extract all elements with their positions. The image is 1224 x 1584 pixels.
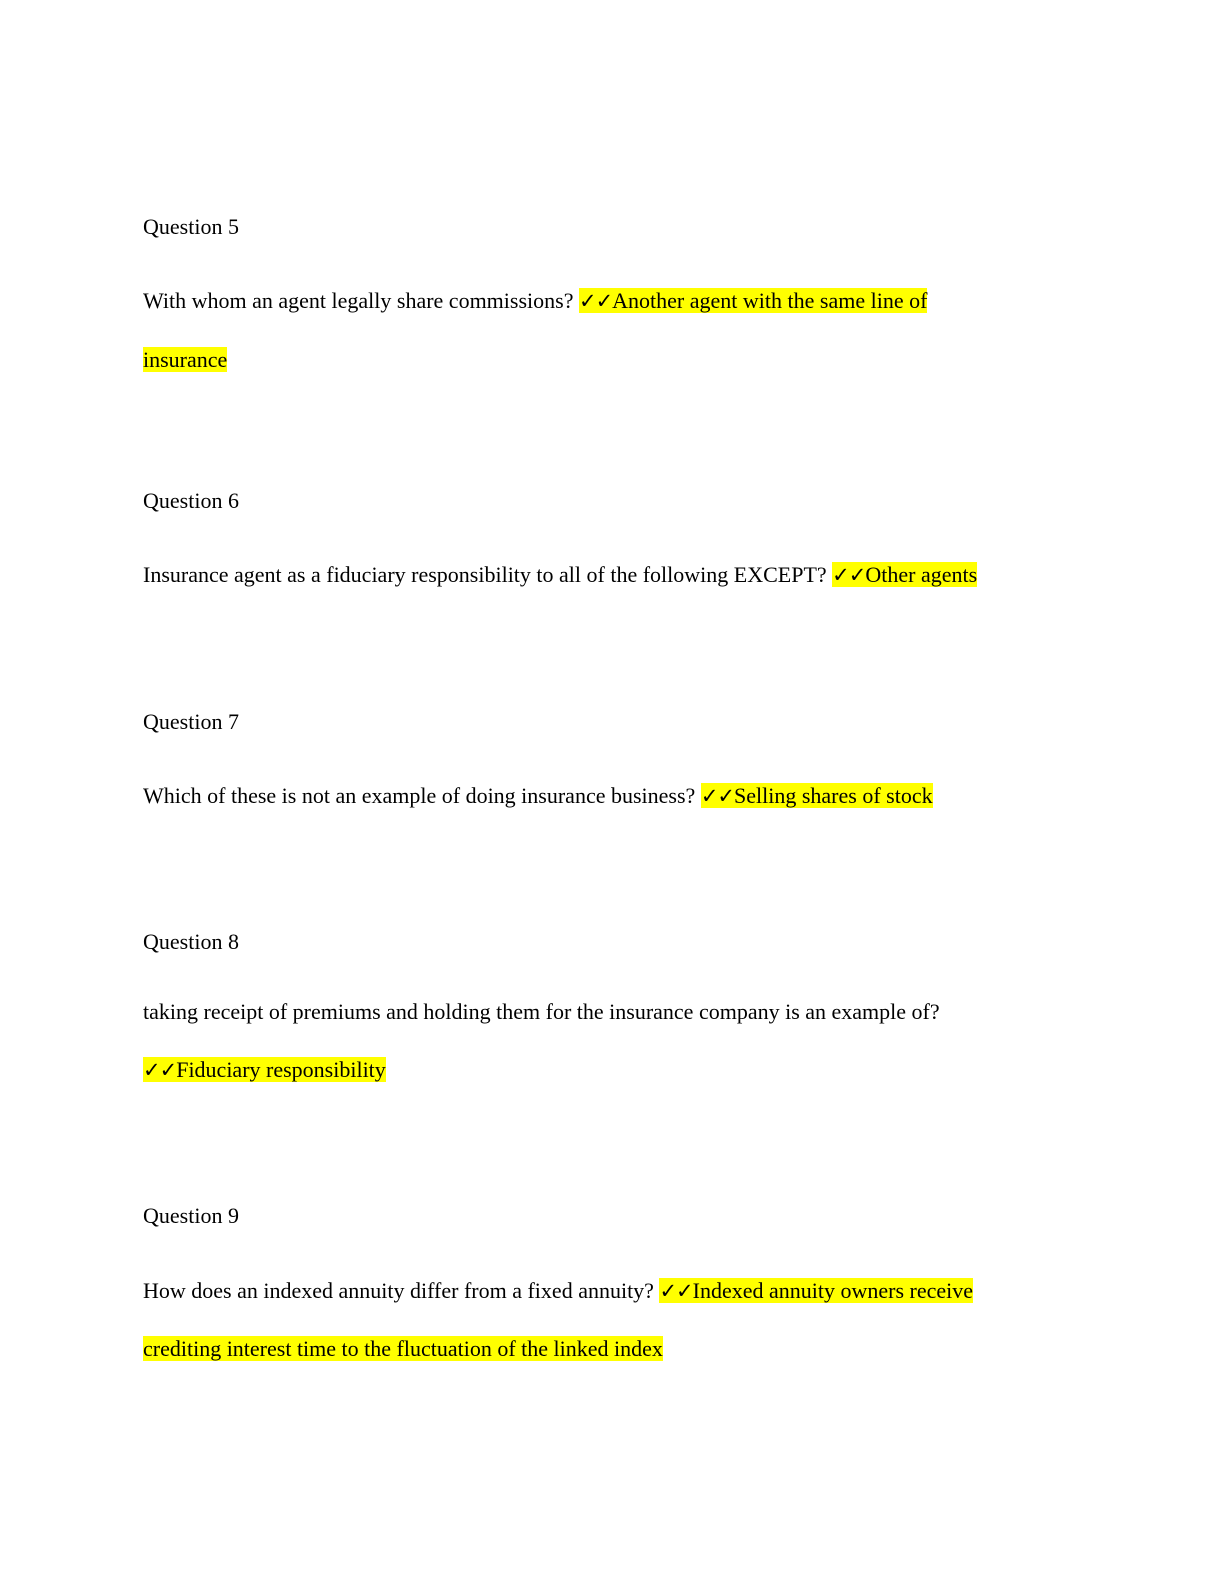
question-8-answer-line bbox=[143, 1055, 386, 1085]
question-7-text-line bbox=[143, 781, 933, 811]
question-5-answer-line1: Another agent with the same line of bbox=[612, 288, 928, 313]
question-6-heading: Question 6 bbox=[143, 488, 239, 513]
question-7-answer: Selling shares of stock bbox=[734, 783, 933, 808]
question-6-answer: Other agents bbox=[865, 562, 978, 587]
question-7-text: Which of these is not an example of doing insurance business? bbox=[143, 783, 701, 808]
question-8-text-line bbox=[143, 997, 940, 1027]
question-5-answer-line2: insurance bbox=[143, 347, 228, 372]
double-check-icon: ✓✓ bbox=[143, 1058, 177, 1082]
double-check-icon: ✓✓ bbox=[659, 1279, 693, 1303]
question-9-text: How does an indexed annuity differ from a fixed annuity? bbox=[143, 1278, 660, 1303]
question-9-answer-continued bbox=[143, 1334, 663, 1364]
question-9-answer-line1: Indexed annuity owners receive bbox=[692, 1278, 974, 1303]
question-5-text-line bbox=[143, 286, 927, 316]
question-6-text: Insurance agent as a fiduciary responsibility to all of the following EXCEPT? bbox=[143, 562, 833, 587]
question-9-answer-line2: crediting interest time to the fluctuation of the linked index bbox=[143, 1336, 663, 1361]
double-check-icon: ✓✓ bbox=[578, 289, 613, 313]
question-7-answer-highlight bbox=[701, 783, 933, 808]
question-9-text-line bbox=[143, 1276, 973, 1306]
question-8-answer-highlight bbox=[143, 1057, 386, 1082]
question-8-text: taking receipt of premiums and holding them for the insurance company is an example of? bbox=[143, 999, 940, 1024]
question-8-heading: Question 8 bbox=[143, 929, 239, 954]
double-check-icon: ✓✓ bbox=[700, 784, 735, 808]
double-check-icon: ✓✓ bbox=[832, 563, 866, 587]
question-5-text: With whom an agent legally share commissions? bbox=[143, 288, 579, 313]
question-8-answer: Fiduciary responsibility bbox=[176, 1057, 386, 1082]
question-5-answer-continued bbox=[143, 345, 227, 375]
question-6-text-line bbox=[143, 560, 977, 590]
question-5-answer-highlight bbox=[579, 288, 927, 313]
question-7-heading: Question 7 bbox=[143, 709, 239, 734]
question-6-answer-highlight bbox=[832, 562, 977, 587]
question-5-heading: Question 5 bbox=[143, 214, 239, 239]
question-9-heading: Question 9 bbox=[143, 1203, 239, 1228]
question-9-answer-highlight bbox=[659, 1278, 973, 1303]
